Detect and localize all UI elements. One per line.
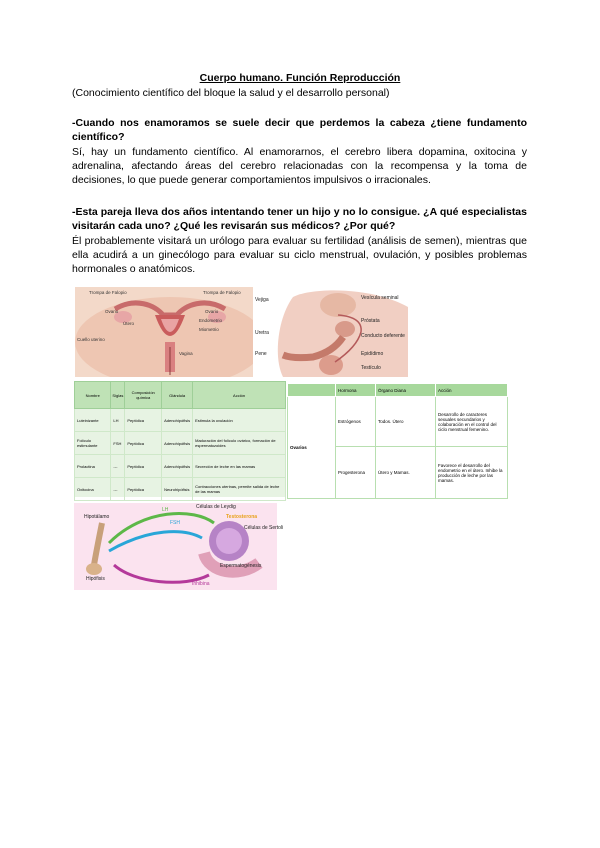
document-subtitle: (Conocimiento científico del bloque la salud y el desarrollo personal) [72,87,390,99]
female-label-ovario-1: Ovario [105,309,119,314]
table-cell: Peptídica [125,455,162,478]
axis-label-sertoli: Células de Sertoli [244,525,284,531]
table-cell: Adenohipófisis [162,432,193,455]
table-header-cell: Hormona [336,384,376,397]
female-label-miometrio: Miometrio [199,327,219,332]
male-label-epididimo: Epidídimo [361,351,384,357]
female-label-trompa-2: Trompa de Falopio [203,290,241,295]
male-label-vesicula: Vesícula seminal [361,295,399,301]
male-label-pene: Pene [255,351,267,357]
table-cell: Luteinizante [75,409,111,432]
table-cell: Desarrollo de caracteres sexuales secundarios y colaboración en el control del ciclo menstrual femenino. [436,397,508,447]
document-title: Cuerpo humano. Función Reproducción [199,72,401,84]
male-label-vejiga: Vejiga [255,297,269,303]
table-cell: Estrógenos [336,397,376,447]
table-row [288,397,508,447]
table-cell: Progesterona [336,447,376,499]
question-1: -Cuando nos enamoramos se suele decir que perdemos la cabeza ¿tiene fundamento científico? [72,117,527,143]
female-label-cuello: Cuello uterino [77,337,105,342]
axis-label-fsh: FSH [170,520,180,526]
hormone-table-ovary [287,383,508,497]
table-row [75,409,286,432]
table-cell: Adenohipófisis [162,409,193,432]
table-cell: Folículo estimulante [75,432,111,455]
male-label-conducto: Conducto deferente [361,333,405,339]
table-header-cell: Acción [436,384,508,397]
male-label-testiculo: Testículo [361,365,381,371]
table-header-row [75,382,286,409]
table-cell: Contracciones uterinas, permite salida de leche de las mamas [193,478,286,501]
table-cell: Prolactina [75,455,111,478]
answer-2: Él probablemente visitará un urólogo para evaluar su fertilidad (análisis de semen), mientras que ella acudirá a un ginecólogo para evaluar su ciclo menstrual, ovulación, y posibles problemas hormonales o anatómicos. [72,235,527,275]
female-reproductive-diagram [75,287,265,377]
table-cell: Favorece el desarrollo del endometrio en el útero. Inhibe la producción de leche por las mamas. [436,447,508,499]
table-cell: Útero y Mamas. [376,447,436,499]
table-header-cell: Acción [193,382,286,409]
table-cell: Adenohipófisis [162,455,193,478]
table-cell: Neurohipófisis [162,478,193,501]
table-cell: LH [111,409,125,432]
axis-label-hipofisis: Hipófisis [86,576,105,582]
table-cell: Peptídica [125,409,162,432]
table-row [75,478,286,501]
male-reproductive-diagram [253,287,408,377]
table-cell: Peptídica [125,432,162,455]
hormonal-axis-diagram [74,503,284,590]
table-row [75,432,286,455]
male-label-prostata: Próstata [361,318,380,324]
table-cell: Maduración del folículo ovárico, formación de espermatozoides [193,432,286,455]
table-header-cell: Nombre [75,382,111,409]
male-label-uretra: Uretra [255,330,269,336]
female-label-trompa-1: Trompa de Falopio [89,290,127,295]
table-cell-gland: Ovarios [288,397,336,499]
table-cell: Secreción de leche en las mamas [193,455,286,478]
table-cell: Estimula la ovulación [193,409,286,432]
table-cell: Todos. Útero [376,397,436,447]
table-header-cell [288,384,336,397]
table-cell: Oxitocina [75,478,111,501]
table-cell: FSH [111,432,125,455]
axis-label-espermatogenesis: Espermatogénesis [220,563,262,569]
table-header-cell: Composición química [125,382,162,409]
question-2: -Esta pareja lleva dos años intentando tener un hijo y no lo consigue. ¿A qué especialistas visitarán cada uno? ¿Qué les revisarán sus médicos? ¿Por qué? [72,206,527,232]
table-cell: Peptídica [125,478,162,501]
hormone-table-pituitary [74,381,286,497]
table-header-cell: Siglas [111,382,125,409]
female-label-vagina: Vagina [179,351,193,356]
axis-label-lh: LH [162,507,169,513]
table-header-row [288,384,508,397]
answer-1: Sí, hay un fundamento científico. Al enamorarnos, el cerebro libera dopamina, oxitocina y adrenalina, afectando áreas del cerebro relacionadas con la recompensa y la toma de decisiones, lo que puede generar comportamientos impulsivos o irracionales. [72,146,527,186]
female-label-endometrio: Endometrio [199,318,223,323]
table-row [75,455,286,478]
axis-label-inhibina: Inhibina [192,581,210,587]
female-label-utero: Útero [123,321,135,326]
table-header-cell: Órgano Diana [376,384,436,397]
female-label-ovario-2: Ovario [205,309,219,314]
table-cell: --- [111,478,125,501]
table-header-cell: Glándula [162,382,193,409]
female-anatomy-illustration [75,287,265,377]
axis-label-leydig: Células de Leydig [196,504,236,510]
axis-label-hipotalamo: Hipotálamo [84,514,110,520]
axis-label-testosterona: Testosterona [226,514,258,520]
table-cell: --- [111,455,125,478]
